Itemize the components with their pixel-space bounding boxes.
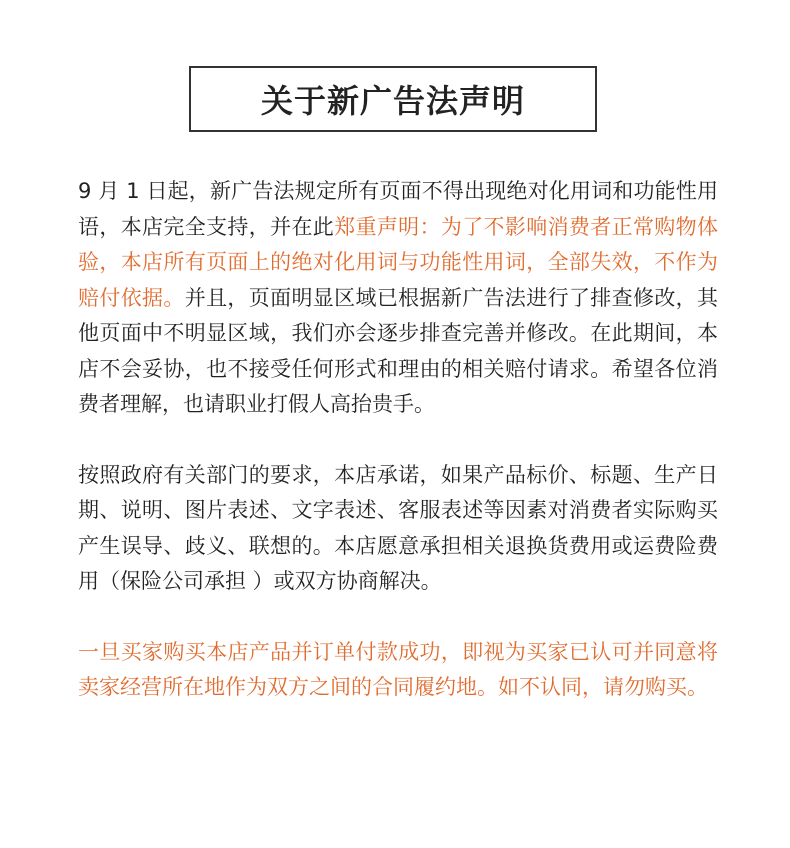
paragraph-1-intro: 9 月 1 日起，新广告法规定所有页面不得出现绝对化用词和功能性用语，本店完全支持，并在此	[78, 179, 718, 239]
paragraph-3: 一旦买家购买本店产品并订单付款成功，即视为买家已认可并同意将卖家经营所在地作为双方之间的合同履约地。如不认同，请勿购买。	[78, 639, 718, 699]
paragraph-1-rest: 并且，页面明显区域已根据新广告法进行了排查修改，其他页面中不明显区域，我们亦会逐步排查完善并修改。在此期间，本店不会妥协，也不接受任何形式和理由的相关赔付请求。希望各位消费者理解，也请职业打假人高抬贵手。	[78, 285, 719, 416]
page-title: 关于新广告法声明	[260, 82, 525, 120]
paragraph-2: 按照政府有关部门的要求，本店承诺，如果产品标价、标题、生产日期、说明、图片表述、文字表述、客服表述等因素对消费者实际购买产生误导、歧义、联想的。本店愿意承担相关退换货费用或运费险费用（保险公司承担 ）或双方协商解决。	[78, 462, 718, 593]
statement-body	[78, 174, 718, 706]
paragraph-1	[78, 174, 718, 423]
title-box	[189, 66, 597, 132]
paragraph-1-highlight: 郑重声明：为了不影响消费者正常购物体验，本店所有页面上的绝对化用词与功能性用词，全部失效，不作为赔付依据。	[78, 214, 719, 310]
